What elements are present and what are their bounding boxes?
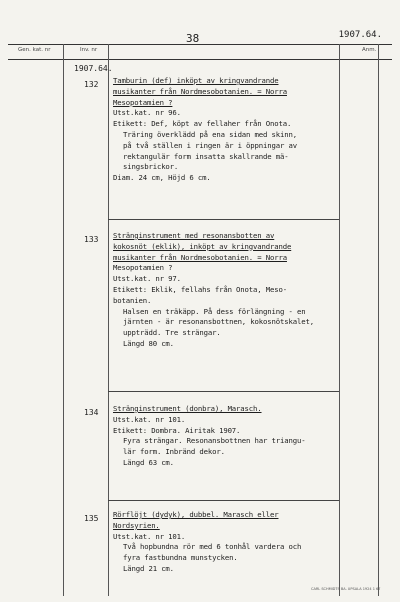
inventory-number: 133 — [84, 235, 99, 244]
catalog-entry — [113, 76, 383, 184]
entry-line: Tamburin (def) inköpt av kringvandrande — [113, 76, 279, 85]
entry-line: Längd 63 cm. — [123, 457, 174, 467]
entry-line: Utst.kat. nr 101. — [113, 414, 186, 424]
inventory-number: 134 — [84, 408, 99, 417]
entry-line: Stränginstrument med resonansbotten av — [113, 231, 275, 240]
entry-line: Mesopotamien ? — [113, 263, 173, 273]
entry-line: Utst.kat. nr 97. — [113, 274, 181, 284]
header-gen-kat-nr: Gen. kat. nr — [18, 47, 51, 53]
entry-line: järnten - är resonansbottnen, kokosnötskalet, — [123, 317, 314, 327]
entry-line: Träring överklädd på ena sidan med skinn, — [123, 129, 297, 139]
entry-line: Längd 21 cm. — [123, 563, 174, 573]
catalog-entry — [113, 404, 383, 469]
entry-line: Halsen en träkäpp. På dess förlängning - en — [123, 306, 306, 316]
catalog-entry — [113, 231, 383, 350]
entry-line: Utst.kat. nr 101. — [113, 531, 186, 541]
entry-line: uppträdd. Tre strängar. — [123, 328, 221, 338]
printer-imprint: CARL SCHMIDTS BA. UPSALA 1924 1 67 — [311, 587, 381, 591]
header-inv-nr: Inv. nr — [80, 47, 98, 53]
inventory-number: 132 — [84, 80, 99, 89]
entry-line: rektangulär form insatta skallrande mä- — [123, 151, 289, 161]
page-number: 38 — [186, 32, 200, 45]
entry-line: musikanter från Nordmesobotanien. = Norra — [113, 86, 287, 96]
entry-line: Etikett: Def, köpt av fellaher från Onota. — [113, 119, 292, 129]
entry-line: Etikett: Dombra. Airitak 1907. — [113, 425, 241, 435]
entry-line: Mesopotamien ? — [113, 97, 173, 107]
entry-line: Diam. 24 cm, Höjd 6 cm. — [113, 173, 211, 183]
header-anm: Anm. — [362, 47, 377, 53]
catalog-entry — [113, 510, 383, 575]
entry-line: lär form. Inbränd dekor. — [123, 447, 225, 457]
page-year: 1907.64. — [338, 30, 382, 40]
entry-line: Etikett: Eklik, fellahs från Onota, Meso- — [113, 284, 287, 294]
entry-line: Utst.kat. nr 96. — [113, 108, 181, 118]
entry-line: Längd 80 cm. — [123, 338, 174, 348]
entry-line: singsbrickor. — [123, 162, 179, 172]
entry-line: musikanter från Nordmesobotanien. = Norra — [113, 252, 287, 262]
entry-line: botanien. — [113, 295, 152, 305]
entry-line: Stränginstrument (donbra), Marasch. — [113, 404, 262, 413]
entry-line: Rörflöjt (dydyk), dubbel. Marasch eller — [113, 510, 279, 519]
inventory-year: 1907.64. — [74, 64, 113, 73]
entry-line: Två hopbundna rör med 6 tonhål vardera och — [123, 542, 302, 552]
entry-separator — [108, 391, 339, 392]
entry-line: på två ställen i ringen är i öppningar av — [123, 140, 297, 150]
entry-separator — [108, 500, 339, 501]
table-header — [8, 44, 392, 60]
entry-separator — [108, 219, 339, 220]
entry-line: kokosnöt (eklik), inköpt av kringvandrande — [113, 241, 292, 251]
entry-line: Nordsyrien. — [113, 520, 160, 530]
column-rule — [63, 44, 64, 596]
column-rule — [108, 44, 109, 596]
entry-line: Fyra strängar. Resonansbottnen har triangu- — [123, 436, 306, 446]
inventory-number: 135 — [84, 514, 99, 523]
entry-line: fyra fastbundna munstycken. — [123, 553, 238, 563]
